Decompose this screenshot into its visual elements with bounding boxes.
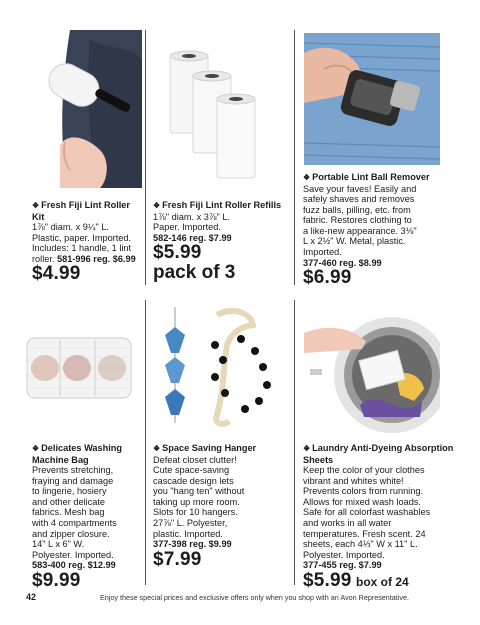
divider [145, 30, 146, 285]
divider [294, 30, 295, 285]
product-desc-line: Slots for 10 hangers. [153, 507, 238, 518]
product-desc-line: to lingerie, hosiery [32, 486, 107, 497]
sale-price: $6.99 [303, 267, 352, 289]
bullet-icon: ❖ [303, 173, 311, 182]
product-desc-line: and works in all water [303, 517, 392, 528]
product-desc-line: Plastic, paper. Imported. [32, 232, 132, 243]
product-info [303, 443, 463, 591]
product-desc-line: temperatures. Fresh scent. 24 [303, 528, 426, 539]
sale-price: $4.99 [32, 263, 81, 285]
product-desc-line: with 4 compartments [32, 517, 117, 528]
product-desc-line: fraying and damage [32, 475, 114, 486]
product-title: Laundry Anti-Dyeing Absorption Sheets [303, 443, 454, 465]
product-title: Fresh Fiji Lint Roller Refills [162, 200, 282, 210]
product-desc-line: Prevents colors from running. [303, 486, 423, 497]
sale-price: $9.99 [32, 569, 81, 591]
bullet-icon: ❖ [32, 201, 40, 210]
product-desc-line: Save your faves! Easily and [303, 183, 417, 194]
product-desc-line: Keep the color of your clothes [303, 465, 425, 475]
page-number: 42 [26, 592, 37, 602]
product-desc-line: Paper. Imported. [153, 222, 221, 233]
product-desc-line: Polyester. Imported. [303, 549, 385, 560]
product-info [303, 172, 453, 288]
product-desc-line: a like-new appearance. 3⅛" [303, 225, 417, 236]
product-image-space-saving-hanger [155, 305, 285, 433]
item-code: 583-400 reg. $12.99 [32, 560, 116, 571]
product-desc-line: vibrant and whites white! [303, 475, 404, 486]
product-desc-line: fabric. Restores clothing to [303, 215, 412, 226]
product-desc-line: Safe for all colorfast washables [303, 507, 431, 518]
product-image-lint-roller-kit [30, 30, 142, 190]
product-desc-line: taking up more room. [153, 496, 240, 507]
item-code: 377-460 reg. $8.99 [303, 257, 382, 268]
product-desc-line: L x 2½" W. Metal, plastic. [303, 236, 406, 247]
product-desc-line: fuzz balls, pilling, etc. from [303, 204, 411, 215]
product-desc-line: 1⅞" diam. x 3⅞" L. [153, 211, 230, 222]
price-suffix: pack of 3 [153, 262, 236, 284]
product-info [32, 443, 144, 591]
product-image-lint-roller-refills [165, 50, 270, 185]
product-desc-line: you "hang ten" without [153, 486, 245, 497]
divider [294, 300, 295, 585]
product-image-mesh-bag [25, 330, 135, 410]
product-info [153, 200, 293, 283]
product-desc-line: 1⅞" diam. x 9¼" L. [32, 222, 109, 232]
product-desc-line: roller. [32, 253, 55, 264]
bullet-icon: ❖ [153, 201, 161, 210]
price-suffix: box of 24 [356, 574, 409, 589]
product-desc-line: Includes: 1 handle, 1 lint [32, 243, 132, 254]
product-desc-line: 27⅞" L. Polyester, [153, 518, 228, 529]
product-desc-line: Polyester. Imported. [32, 549, 114, 560]
product-desc-line: Defeat closet clutter! [153, 454, 237, 465]
sale-price: $7.99 [153, 548, 202, 570]
footer-disclaimer: Enjoy these special prices and exclusive offers only when you shop with an Avon Representative. [100, 593, 409, 602]
bullet-icon: ❖ [303, 444, 311, 453]
product-desc-line: 14" L x 6" W. [32, 539, 85, 550]
product-title: Fresh Fiji Lint Roller Kit [32, 200, 130, 222]
product-image-lint-ball-remover [304, 33, 440, 165]
product-title: Portable Lint Ball Remover [312, 172, 430, 182]
product-info [32, 200, 144, 284]
product-title: Space Saving Hanger [162, 443, 257, 453]
product-image-laundry-sheets [304, 305, 440, 435]
sale-price: $5.99 [153, 242, 202, 264]
item-code: 377-398 reg. $9.99 [153, 539, 232, 550]
sale-price: $5.99 [303, 569, 352, 591]
product-desc-line: Cute space-saving [153, 465, 230, 476]
item-code: 581-996 reg. $6.99 [57, 253, 136, 264]
divider [145, 300, 146, 585]
bullet-icon: ❖ [153, 444, 161, 453]
product-title: Delicates Washing Machine Bag [32, 443, 123, 465]
product-desc-line: and zipper closure. [32, 528, 110, 539]
product-desc-line: plastic. Imported. [153, 528, 223, 539]
product-desc-line: cascade design lets [153, 475, 234, 486]
item-code: 582-146 reg. $7.99 [153, 232, 232, 243]
product-desc-line: safely shaves and removes [303, 194, 415, 205]
product-desc-line: sheets, each 4⅓" W x 11" L. [303, 539, 418, 550]
product-desc-line: fabrics. Mesh bag [32, 507, 105, 518]
product-desc-line: and other delicate [32, 496, 106, 507]
product-desc-line: Imported. [303, 247, 342, 258]
product-info [153, 443, 293, 570]
bullet-icon: ❖ [32, 444, 40, 453]
product-desc-line: Allows for mixed wash loads. [303, 496, 421, 507]
product-desc-line: Prevents stretching, [32, 465, 114, 475]
item-code: 377-455 reg. $7.99 [303, 560, 382, 571]
